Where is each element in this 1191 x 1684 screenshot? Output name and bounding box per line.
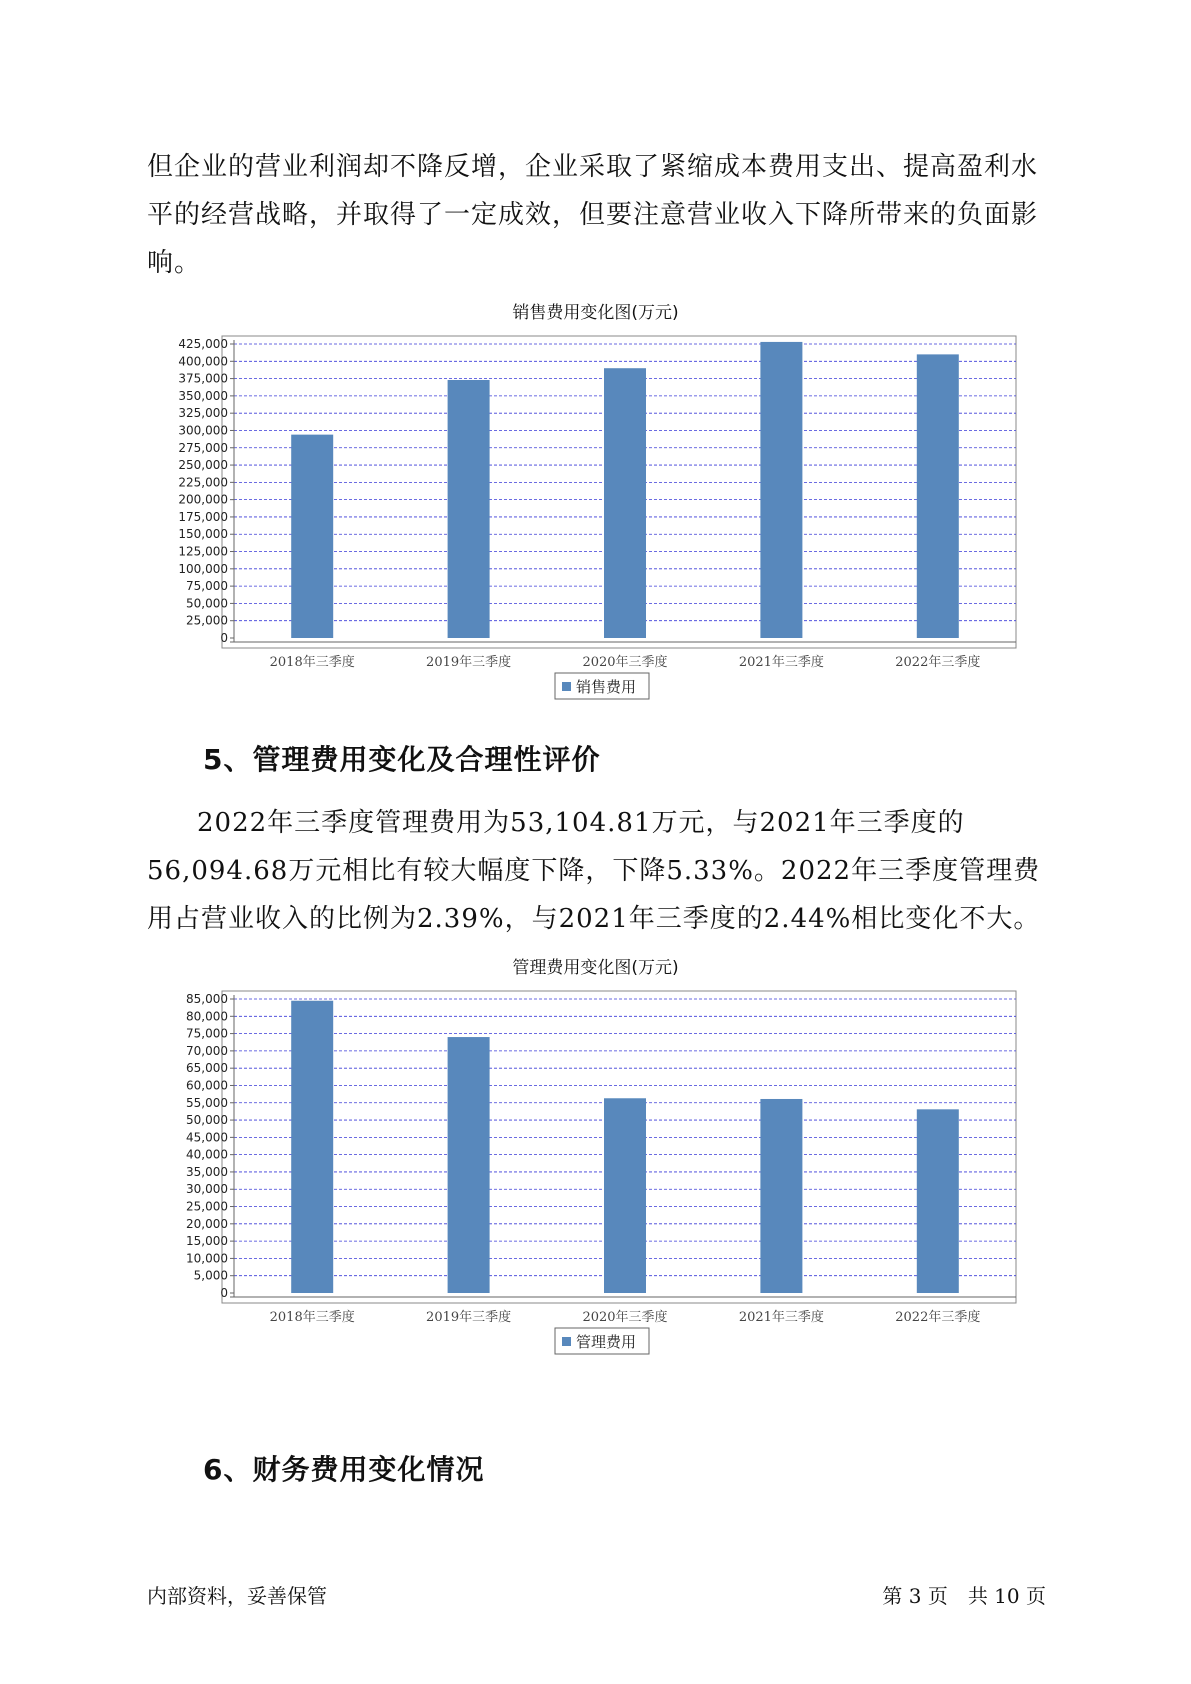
y-tick-label: 10,000 — [186, 1251, 228, 1266]
legend-label: 销售费用 — [576, 678, 637, 696]
bar-5 — [917, 354, 959, 638]
y-tick-label: 100,000 — [178, 561, 228, 576]
y-tick-label: 80,000 — [186, 1009, 228, 1024]
bar-3 — [604, 368, 646, 638]
y-tick-label: 15,000 — [186, 1234, 228, 1249]
admin-expense-chart — [0, 985, 1191, 1365]
y-tick-label: 25,000 — [186, 1199, 228, 1214]
bar-1 — [291, 1001, 333, 1293]
y-tick-label: 20,000 — [186, 1216, 228, 1231]
bar-1 — [291, 435, 333, 638]
y-tick-label: 225,000 — [178, 475, 228, 490]
sales-expense-chart-title: 销售费用变化图(万元) — [512, 303, 679, 323]
legend — [555, 673, 649, 699]
y-tick-label: 55,000 — [186, 1095, 228, 1110]
y-tick-label: 425,000 — [178, 337, 228, 351]
y-tick-label: 60,000 — [186, 1078, 228, 1093]
y-tick-label: 45,000 — [186, 1130, 228, 1145]
x-tick-label: 2021年三季度 — [738, 655, 824, 670]
bar-2 — [448, 1037, 490, 1293]
bar-5 — [917, 1109, 959, 1293]
y-tick-label: 0 — [220, 1286, 228, 1300]
section6-heading: 6、财务费用变化情况 — [203, 1453, 485, 1486]
y-tick-label: 275,000 — [178, 440, 228, 455]
intro-paragraph: 但企业的营业利润却不降反增，企业采取了紧缩成本费用支出、提高盈利水平的经营战略，并取得了一定成效，但要注意营业收入下降所带来的负面影响。 — [147, 152, 1039, 278]
y-tick-label: 250,000 — [178, 458, 228, 473]
y-tick-label: 0 — [220, 631, 228, 645]
legend-swatch — [562, 1337, 571, 1346]
y-tick-label: 300,000 — [178, 423, 228, 438]
y-tick-label: 325,000 — [178, 406, 228, 421]
x-tick-label: 2022年三季度 — [895, 1310, 981, 1325]
x-tick-label: 2019年三季度 — [426, 655, 512, 670]
legend — [555, 1328, 649, 1354]
x-tick-label: 2021年三季度 — [738, 1310, 824, 1325]
y-tick-label: 175,000 — [178, 509, 228, 524]
footer-confidential: 内部资料，妥善保管 — [147, 1584, 327, 1608]
y-tick-label: 40,000 — [186, 1147, 228, 1162]
x-tick-label: 2018年三季度 — [269, 1310, 355, 1325]
y-tick-label: 70,000 — [186, 1043, 228, 1058]
y-tick-label: 30,000 — [186, 1182, 228, 1197]
y-tick-label: 400,000 — [178, 354, 228, 369]
y-tick-label: 25,000 — [186, 613, 228, 628]
y-tick-label: 350,000 — [178, 388, 228, 403]
x-tick-label: 2022年三季度 — [895, 655, 981, 670]
y-tick-label: 75,000 — [186, 1026, 228, 1041]
bar-3 — [604, 1098, 646, 1293]
y-tick-label: 150,000 — [178, 527, 228, 542]
section5-heading: 5、管理费用变化及合理性评价 — [203, 743, 601, 776]
bar-4 — [760, 1099, 802, 1293]
y-tick-label: 85,000 — [186, 992, 228, 1006]
sales-expense-chart — [0, 330, 1191, 710]
legend-swatch — [562, 682, 571, 691]
y-tick-label: 50,000 — [186, 1113, 228, 1128]
y-tick-label: 200,000 — [178, 492, 228, 507]
y-tick-label: 35,000 — [186, 1164, 228, 1179]
y-tick-label: 50,000 — [186, 596, 228, 611]
footer-page-number: 第 3 页 共 10 页 — [882, 1584, 1046, 1608]
admin-expense-chart-title: 管理费用变化图(万元) — [512, 958, 679, 978]
y-tick-label: 5,000 — [193, 1268, 228, 1283]
legend-label: 管理费用 — [576, 1333, 637, 1351]
x-tick-label: 2018年三季度 — [269, 655, 355, 670]
y-tick-label: 65,000 — [186, 1061, 228, 1076]
y-tick-label: 375,000 — [178, 371, 228, 386]
x-tick-label: 2020年三季度 — [582, 1310, 668, 1325]
y-tick-label: 125,000 — [178, 544, 228, 559]
x-tick-label: 2020年三季度 — [582, 655, 668, 670]
y-tick-label: 75,000 — [186, 579, 228, 594]
bar-4 — [760, 342, 802, 638]
x-tick-label: 2019年三季度 — [426, 1310, 512, 1325]
section5-paragraph: 2022年三季度管理费用为53,104.81万元，与2021年三季度的56,094.68万元相比有较大幅度下降，下降5.33%。2022年三季度管理费用占营业收入的比例为2.39%，与2021年三季度的2.44%相比变化不大。 — [147, 808, 1041, 934]
bar-2 — [448, 380, 490, 638]
